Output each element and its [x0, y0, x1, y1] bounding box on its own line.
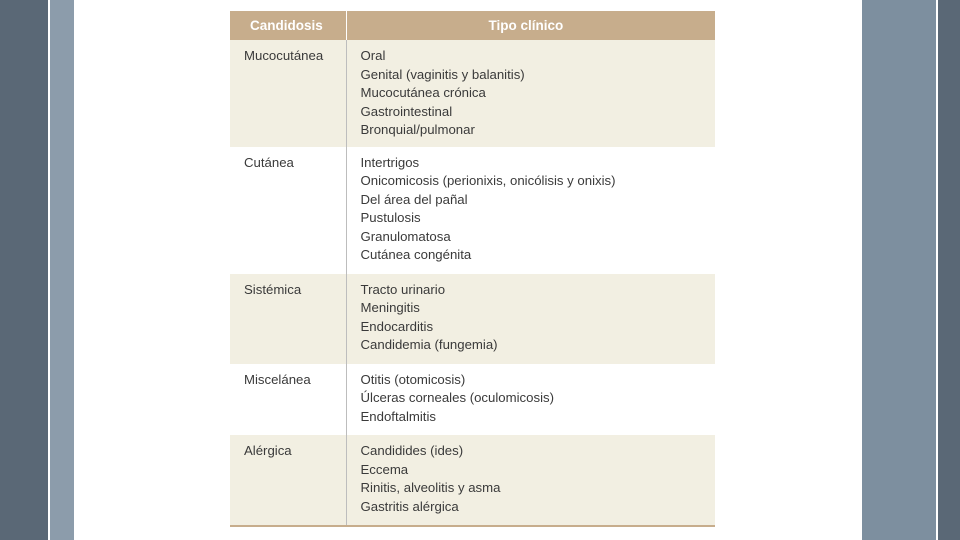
clinical-types-cell [346, 435, 715, 526]
clinical-type-item: Oral [360, 48, 386, 63]
header-tipo-clinico: Tipo clínico [346, 11, 715, 40]
clinical-type-item: Gastrointestinal [360, 103, 453, 119]
table-row [230, 435, 715, 526]
clinical-type-item: Otitis (otomicosis) [360, 371, 466, 387]
candidosis-table-container [230, 11, 715, 527]
clinical-type-item: Gastritis alérgica [360, 498, 459, 514]
category-cell [230, 364, 346, 436]
clinical-type-item: Tracto urinario [360, 281, 446, 297]
clinical-type-item: Cutánea congénita [360, 247, 472, 262]
category-label: Mucocutánea [244, 48, 324, 63]
clinical-types-cell [346, 40, 715, 147]
clinical-type-item: Mucocutánea crónica [360, 85, 486, 100]
header-candidosis: Candidosis [230, 11, 346, 40]
category-cell [230, 435, 346, 526]
category-label: Cutánea [244, 154, 294, 170]
category-label: Sistémica [244, 281, 302, 297]
clinical-type-item: Candidemia (fungemia) [360, 337, 498, 352]
clinical-type-item: Granulomatosa [360, 228, 451, 244]
category-cell [230, 274, 346, 364]
clinical-type-item: Rinitis, alveolitis y asma [360, 480, 501, 495]
clinical-type-item: Meningitis [360, 300, 420, 315]
clinical-types-cell [346, 274, 715, 364]
clinical-types-cell [346, 147, 715, 274]
table-row [230, 364, 715, 436]
category-label: Miscelánea [244, 371, 311, 387]
slide-canvas [74, 0, 862, 540]
clinical-type-item: Endocarditis [360, 318, 434, 334]
table-row [230, 147, 715, 274]
clinical-type-item: Del área del pañal [360, 191, 468, 207]
clinical-type-item: Endoftalmitis [360, 408, 436, 424]
table-header-row [230, 11, 715, 40]
table-body [230, 40, 715, 526]
clinical-types-cell [346, 364, 715, 436]
category-cell [230, 40, 346, 147]
clinical-type-item: Eccema [360, 461, 409, 477]
clinical-type-item: Candidides (ides) [360, 443, 464, 458]
left-inner-band [50, 0, 74, 540]
right-inner-band [862, 0, 936, 540]
clinical-type-item: Intertrigos [360, 154, 420, 170]
clinical-type-item: Genital (vaginitis y balanitis) [360, 66, 525, 82]
clinical-type-item: Onicomicosis (perionixis, onicólisis y onixis) [360, 173, 616, 188]
table-row [230, 274, 715, 364]
left-edge-band [0, 0, 48, 540]
candidosis-table [230, 11, 715, 527]
category-cell [230, 147, 346, 274]
right-edge-band [938, 0, 960, 540]
table-row [230, 40, 715, 147]
clinical-type-item: Bronquial/pulmonar [360, 122, 475, 137]
category-label: Alérgica [244, 443, 292, 458]
clinical-type-item: Pustulosis [360, 210, 421, 225]
clinical-type-item: Úlceras corneales (oculomicosis) [360, 390, 554, 405]
